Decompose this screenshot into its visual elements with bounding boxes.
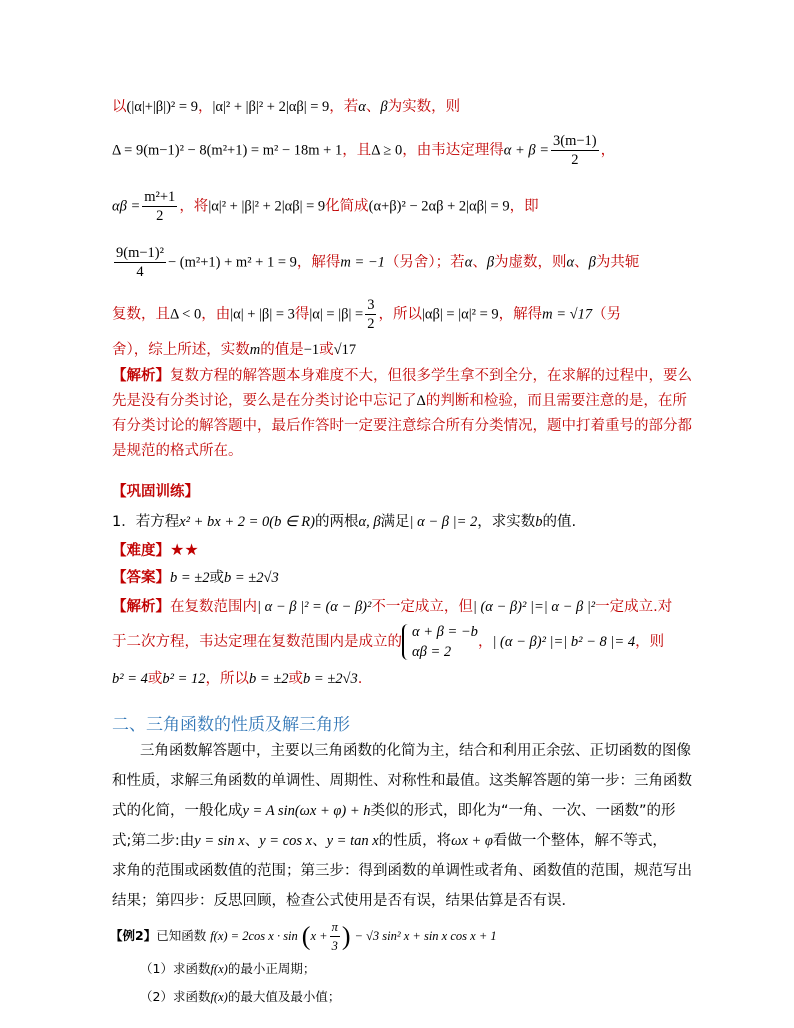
analysis-line [112, 389, 712, 414]
math: | α − β |= 2 [409, 514, 478, 530]
star-icon: ★★ [170, 540, 199, 559]
math: αβ = [112, 198, 141, 215]
math: Δ [416, 393, 426, 409]
text: 的最大值及最小值； [227, 989, 341, 1004]
text: 或 [147, 671, 163, 687]
text: 的性质，将 [378, 833, 452, 849]
text: 的两根 [314, 514, 359, 530]
text: ，将 [179, 198, 209, 215]
math-beta: β [588, 254, 596, 271]
text: 、 [472, 254, 487, 271]
math-beta: β [380, 99, 388, 115]
math: Δ = 9(m−1)² − 8(m²+1) = m² − 18m + 1 [112, 142, 343, 159]
paren-right: ) [341, 921, 351, 951]
math: √17 [333, 342, 357, 358]
text: 是规范的格式所在。 [112, 443, 243, 459]
math: α, β [358, 514, 381, 530]
math: m [249, 342, 261, 358]
answer-tag: 【答案】 [112, 570, 170, 586]
fraction [114, 244, 166, 281]
denominator: 2 [367, 316, 375, 332]
analysis-paragraph [112, 364, 712, 464]
math: b² = 4 [112, 671, 148, 687]
math: |αβ| = |α|² = 9 [421, 306, 499, 323]
math: y = tan x [326, 833, 379, 849]
math: | (α − β)² |=| α − β |² [472, 599, 596, 615]
solution-line-4 [112, 244, 639, 281]
math: m = √17 [542, 306, 593, 323]
math-alpha: α [464, 254, 473, 271]
text: . [357, 671, 363, 687]
math-alpha: α [358, 99, 366, 115]
math-alpha: α [566, 254, 575, 271]
math: b = ±2√3 [224, 570, 279, 586]
denominator: 4 [136, 264, 144, 280]
exercise-1 [112, 511, 576, 533]
math: −1 [303, 342, 320, 358]
text: ，若 [329, 99, 359, 115]
numerator: π [330, 918, 340, 937]
text: 类似的形式，即化为“一角、一次、一函数”的形 [370, 803, 676, 819]
analysis-line [112, 414, 712, 439]
para-line [112, 796, 712, 826]
math: − (m²+1) + m² + 1 = 9 [167, 254, 297, 271]
math: |α|² + |β|² + 2|αβ| = 9 [208, 198, 326, 215]
text: （1）求函数 [140, 961, 211, 976]
solution-line-1 [112, 96, 460, 118]
section-paragraph [112, 736, 712, 916]
text: 、 [312, 833, 327, 849]
equation: α + β = −b [412, 624, 478, 640]
analysis-tag: 【解析】 [112, 599, 170, 615]
text: 先是没有分类讨论，要么是在分类讨论中忘记了 [112, 393, 417, 409]
text: 一定成立.对 [595, 599, 673, 615]
para-line: 和性质，求解三角函数的单调性、周期性、对称性和最值。这类解答题的第一步：三角函数 [112, 773, 692, 789]
text: ，则 [635, 634, 665, 650]
math: b² = 12 [162, 671, 206, 687]
math-beta: β [486, 254, 495, 271]
text: ，由 [201, 306, 231, 323]
math: | (α − β)² |=| b² − 8 |= 4 [492, 634, 636, 650]
difficulty-tag: 【难度】 [112, 543, 170, 559]
para-line: 三角函数解答题中，主要以三角函数的化简为主，结合和利用正余弦、正切函数的图像 [140, 743, 691, 759]
solution-line-3 [112, 188, 539, 225]
math: ωx + φ [451, 833, 493, 849]
text: 的值. [542, 514, 577, 530]
math: m = −1 [340, 254, 385, 271]
text: 为实数，则 [387, 99, 461, 115]
text: 1．若方程 [112, 514, 180, 530]
text: ， [477, 634, 493, 650]
text: 、 [365, 99, 381, 115]
text: ， [600, 142, 616, 159]
text: 或 [319, 342, 334, 358]
math: Δ ≥ 0 [371, 142, 403, 159]
text: 、 [574, 254, 589, 271]
analysis-tag: 【解析】 [112, 368, 170, 384]
solution-line-5 [112, 296, 621, 333]
text: 的最小正周期； [227, 961, 316, 976]
text: 式的化简，一般化成 [112, 803, 243, 819]
math: (α+β)² − 2αβ + 2|αβ| = 9 [368, 198, 510, 215]
math: x + [310, 929, 328, 943]
text: 或 [288, 671, 304, 687]
denominator: 3 [331, 939, 338, 953]
text: （另舍）；若 [384, 254, 465, 271]
text: 或 [209, 570, 224, 586]
numerator: 3(m−1) [553, 133, 597, 149]
text: 的判断和检验，而且需要注意的是，在所 [425, 393, 687, 409]
text: 为共轭 [595, 254, 640, 271]
math: x² + bx + 2 = 0(b ∈ R) [179, 514, 315, 530]
math: y = A sin(ωx + φ) + h [242, 803, 371, 819]
text: ，求实数 [477, 514, 536, 530]
text: ，且 [342, 142, 372, 159]
fraction [142, 188, 177, 225]
analysis-line [112, 364, 712, 389]
math: − √3 sin² x + sin x cos x + 1 [354, 929, 497, 943]
text: 满足 [380, 514, 410, 530]
math: b = ±2√3 [303, 671, 358, 687]
math: f(x) [210, 962, 228, 976]
numerator: m²+1 [144, 189, 176, 205]
text: 复数方程的解答题本身难度不大，但很多学生拿不到全分，在求解的过程中，要么 [170, 368, 692, 384]
para-line [112, 826, 712, 856]
math: b = ±2 [170, 570, 210, 586]
math: b = ±2 [249, 671, 289, 687]
text: 以 [112, 99, 127, 115]
text: ，所以 [205, 671, 250, 687]
difficulty-line [112, 539, 199, 562]
text: 在复数范围内 [170, 599, 257, 615]
fraction [551, 132, 599, 169]
text: 复数，且 [112, 306, 170, 323]
answer-line [112, 567, 279, 589]
consolidation-title: 【巩固训练】 [112, 484, 199, 500]
solution-line-6 [112, 339, 356, 361]
analysis2-line-3 [112, 668, 362, 690]
numerator: 3 [367, 297, 375, 313]
paren-left: ( [301, 921, 311, 951]
analysis2-line-2 [112, 622, 664, 662]
math: Δ < 0 [170, 306, 202, 323]
text: 得 [294, 306, 310, 323]
denominator: 2 [571, 152, 579, 168]
math: f(x) = 2cos x · sin [210, 929, 298, 943]
para-line: 结果；第四步：反思回顾，检查公式使用是否有误，结果估算是否有误． [112, 893, 576, 909]
text: （另 [592, 306, 622, 323]
text: ，即 [509, 198, 539, 215]
math: (|α|+|β|)² = 9 [126, 99, 198, 115]
math: |α|² + |β|² + 2|αβ| = 9 [212, 99, 330, 115]
text: 有分类讨论的解答题中，最后作答时一定要注意综合所有分类情况，题中打着重号的部分都 [112, 418, 692, 434]
fraction [365, 296, 376, 333]
text: ，由韦达定理得 [402, 142, 504, 159]
text: 化简成 [325, 198, 369, 215]
text: （2）求函数 [140, 989, 211, 1004]
text: 式;第二步:由 [112, 833, 195, 849]
math: |α| + |β| = 3 [230, 306, 295, 323]
text: 已知函数 [156, 928, 207, 943]
text: ，解得 [296, 254, 341, 271]
text: 于二次方程，韦达定理在复数范围内是成立的 [112, 634, 402, 650]
math: α + β = [503, 142, 550, 159]
text: 看做一个整体，解不等式， [492, 833, 667, 849]
math: y = cos x [259, 833, 313, 849]
math: |α| = |β| = [309, 306, 364, 323]
math: | α − β |² = (α − β)² [257, 599, 372, 615]
text: ，解得 [498, 306, 543, 323]
section-heading: 二、三角函数的性质及解三角形 [112, 715, 350, 735]
example-tag: 【例2】 [110, 928, 157, 943]
fraction [330, 918, 340, 955]
analysis-line [112, 439, 712, 464]
example-2 [110, 918, 497, 955]
solution-line-2 [112, 132, 615, 169]
denominator: 2 [156, 208, 164, 224]
example-2-question-2 [140, 986, 340, 1008]
analysis2-line-1 [112, 596, 672, 618]
text: ，所以 [378, 306, 422, 323]
equation-system [402, 622, 478, 662]
text: 的值是 [260, 342, 304, 358]
equation: αβ = 2 [412, 644, 452, 660]
math: f(x) [210, 990, 228, 1004]
text: 、 [244, 833, 260, 849]
numerator: 9(m−1)² [116, 245, 164, 261]
example-2-question-1 [140, 958, 315, 980]
math: y = sin x [194, 833, 245, 849]
text: 不一定成立，但 [371, 599, 473, 615]
math: b [535, 514, 543, 530]
text: 舍），综上所述，实数 [112, 342, 250, 358]
text: ， [197, 99, 213, 115]
para-line: 求角的范围或函数值的范围；第三步：得到函数的单调性或者角、函数值的范围，规范写出 [112, 863, 692, 879]
text: 为虚数，则 [494, 254, 567, 271]
